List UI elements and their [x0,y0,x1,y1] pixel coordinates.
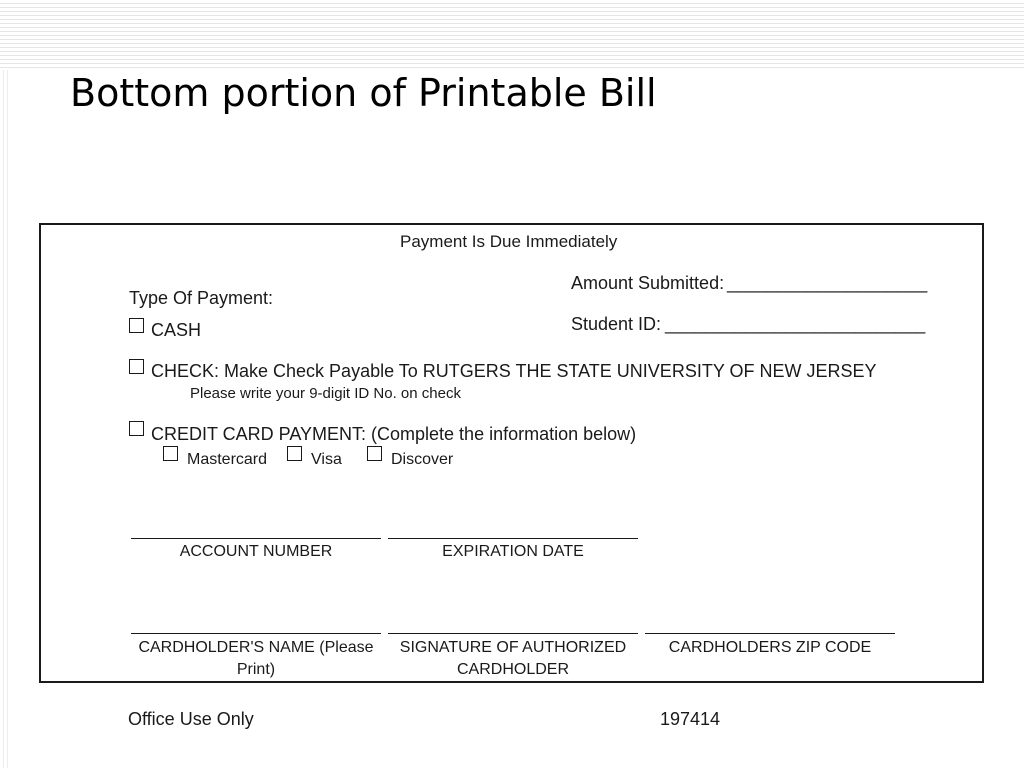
discover-checkbox[interactable] [367,446,382,461]
discover-label: Discover [391,451,454,468]
type-of-payment-label: Type Of Payment: [129,288,274,308]
check-note: Please write your 9-digit ID No. on check [190,385,461,402]
mastercard-label: Mastercard [187,451,268,468]
bill-heading: Payment Is Due Immediately [400,232,618,251]
mastercard-checkbox[interactable] [163,446,178,461]
visa-checkbox[interactable] [287,446,302,461]
expiration-date-caption: EXPIRATION DATE [442,543,584,560]
student-id-field[interactable]: __________________________ [665,314,926,334]
amount-submitted-field[interactable]: ____________________ [727,273,928,293]
zip-code-caption: CARDHOLDERS ZIP CODE [668,639,872,656]
signature-line[interactable] [388,633,638,634]
check-label: CHECK: Make Check Payable To RUTGERS THE STATE UNIVERSITY OF NEW JERSEY [151,361,877,381]
amount-submitted-label: Amount Submitted: [571,273,725,293]
visa-label: Visa [311,451,342,468]
cash-label: CASH [151,320,202,340]
student-id-label: Student ID: [571,314,662,334]
account-number-line[interactable] [131,538,381,539]
credit-card-label: CREDIT CARD PAYMENT: (Complete the information below) [151,424,637,444]
office-number: 197414 [660,709,721,729]
cardholder-name-line[interactable] [131,633,381,634]
cash-checkbox[interactable] [129,318,144,333]
account-number-caption: ACCOUNT NUMBER [179,543,333,560]
slide-title: Bottom portion of Printable Bill [70,71,657,115]
expiration-date-line[interactable] [388,538,638,539]
zip-code-line[interactable] [645,633,895,634]
bill-form [39,223,984,683]
signature-caption: SIGNATURE OF AUTHORIZED CARDHOLDER [399,639,627,678]
decorative-stripes-left [0,70,10,768]
office-use-label: Office Use Only [128,709,254,729]
credit-card-checkbox[interactable] [129,421,144,436]
decorative-stripes-top [0,0,1024,70]
check-checkbox[interactable] [129,359,144,374]
cardholder-name-caption: CARDHOLDER'S NAME (Please Print) [138,639,374,678]
